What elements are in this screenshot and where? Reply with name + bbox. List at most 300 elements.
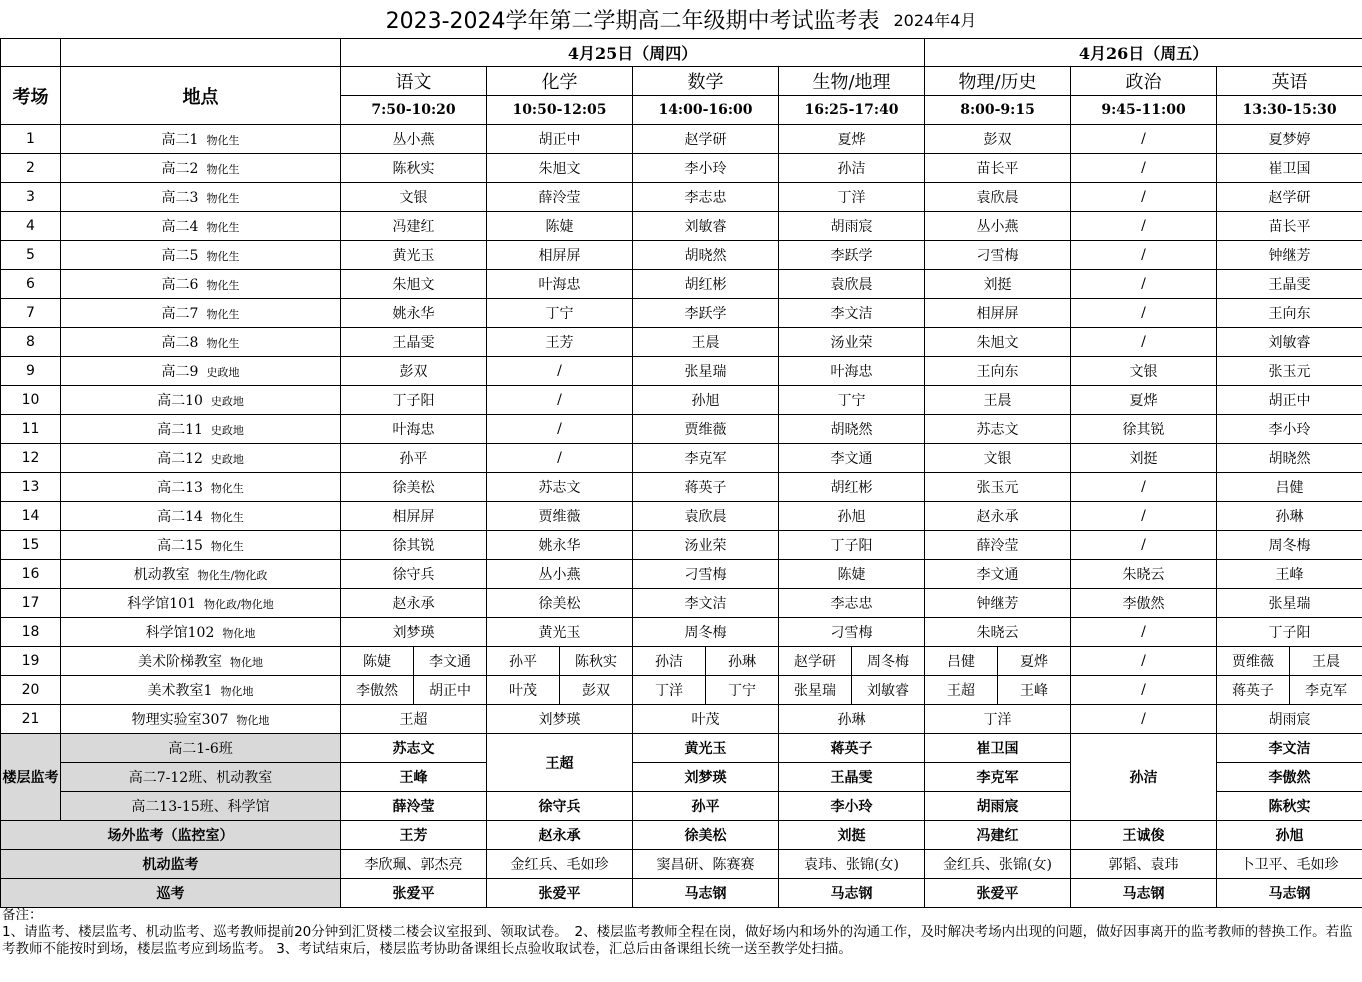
invigilator-cell: 王超	[925, 676, 998, 705]
room-location	[61, 270, 341, 299]
invigilator-cell: 李文通	[779, 444, 925, 473]
subject-group-tag: 物化政/物化地	[204, 598, 274, 611]
patrol-cell: 马志钢	[779, 879, 925, 908]
outside-cell: 冯建红	[925, 821, 1071, 850]
invigilator-cell: 苗长平	[925, 154, 1071, 183]
invigilator-cell: 丛小燕	[341, 125, 487, 154]
patrol-cell: 马志钢	[1071, 879, 1217, 908]
subject-group-tag: 物化生/物化政	[197, 569, 268, 582]
subject-group-tag: 物化生	[210, 540, 244, 553]
invigilator-cell: 夏梦婷	[1217, 125, 1362, 154]
subject-group-tag: 物化生	[210, 482, 244, 495]
room-number: 15	[1, 531, 61, 560]
subject-group-tag: 物化生	[206, 279, 240, 292]
invigilator-cell: 汤业荣	[633, 531, 779, 560]
invigilator-cell: 周冬梅	[1217, 531, 1362, 560]
table-row	[1, 676, 1362, 705]
mobile-cell: 窦昌研、陈赛赛	[633, 850, 779, 879]
invigilator-cell: 姚永华	[487, 531, 633, 560]
location-name: 高二5	[161, 248, 199, 264]
invigilator-cell: 陈婕	[341, 647, 414, 676]
room-number: 4	[1, 212, 61, 241]
location-name: 高二13	[157, 480, 203, 496]
subject-header: 语文	[341, 67, 487, 96]
location-name: 美术阶梯教室	[138, 654, 222, 670]
invigilator-cell: 崔卫国	[1217, 154, 1362, 183]
table-row	[1, 560, 1362, 589]
invigilator-cell: 徐美松	[341, 473, 487, 502]
room-number: 8	[1, 328, 61, 357]
invigilator-cell: 贾维薇	[487, 502, 633, 531]
room-number: 9	[1, 357, 61, 386]
title-date: 2024年4月	[893, 10, 977, 30]
outside-label: 场外监考（监控室）	[1, 821, 341, 850]
outside-cell: 赵永承	[487, 821, 633, 850]
subject-group-tag: 物化生	[206, 221, 240, 234]
subject-group-tag: 史政地	[210, 453, 244, 466]
notes-text: 1、请监考、楼层监考、机动监考、巡考教师提前20分钟到汇贤楼二楼会议室报到、领取试卷。 2、楼层监考教师全程在岗，做好场内和场外的沟通工作，及时解决考场内出现的问题，做好因事离开的监考教师的替换工作。若监考教师不能按时到场，楼层监考应到场监考。 3、考试结束后，楼层监考协助备课组长点验收取试卷，汇总后由备课组长统一送至教学处扫描。	[2, 924, 1353, 957]
floor-row	[1, 734, 1362, 763]
floor-shengwu: 李小玲	[779, 792, 925, 821]
floor-wuli: 崔卫国	[925, 734, 1071, 763]
floor-yingyu: 李文洁	[1217, 734, 1362, 763]
invigilator-cell: 文银	[1071, 357, 1217, 386]
room-number: 13	[1, 473, 61, 502]
location-name: 机动教室	[133, 567, 190, 583]
invigilator-cell: 刘挺	[1071, 444, 1217, 473]
location-name: 高二12	[157, 451, 203, 467]
invigilator-cell: 蒋英子	[633, 473, 779, 502]
location-name: 高二8	[161, 335, 199, 351]
patrol-cell: 张爱平	[487, 879, 633, 908]
invigilator-cell: /	[487, 357, 633, 386]
invigilator-cell: 胡红彬	[779, 473, 925, 502]
location-header: 地点	[61, 67, 341, 125]
room-location	[61, 183, 341, 212]
invigilator-cell: 刘敏睿	[852, 676, 925, 705]
invigilator-cell: 王向东	[925, 357, 1071, 386]
invigilation-table	[0, 38, 1362, 908]
outside-cell: 王诚俊	[1071, 821, 1217, 850]
invigilator-cell: 孙琳	[706, 647, 779, 676]
invigilator-cell: 陈婕	[487, 212, 633, 241]
location-name: 高二2	[161, 161, 199, 177]
floor-area: 高二1-6班	[61, 734, 341, 763]
invigilator-cell: 孙琳	[1217, 502, 1362, 531]
room-location	[61, 618, 341, 647]
table-row	[1, 589, 1362, 618]
location-name: 高二14	[157, 509, 203, 525]
location-name: 科学馆102	[145, 625, 215, 641]
floor-shuxue: 孙平	[633, 792, 779, 821]
patrol-cell: 马志钢	[633, 879, 779, 908]
invigilator-cell: 徐美松	[487, 589, 633, 618]
time-header: 8:00-9:15	[925, 96, 1071, 125]
invigilator-cell: 文银	[925, 444, 1071, 473]
invigilator-cell: 李文洁	[633, 589, 779, 618]
room-number: 11	[1, 415, 61, 444]
table-row	[1, 241, 1362, 270]
outside-supervision-row	[1, 821, 1362, 850]
room-number: 16	[1, 560, 61, 589]
table-row	[1, 328, 1362, 357]
invigilator-cell: 胡晓然	[633, 241, 779, 270]
invigilator-cell: 彭双	[560, 676, 633, 705]
floor-label: 楼层监考	[1, 734, 61, 821]
table-row	[1, 531, 1362, 560]
invigilator-cell: 苏志文	[487, 473, 633, 502]
invigilator-cell: 赵学研	[633, 125, 779, 154]
invigilator-cell: 王向东	[1217, 299, 1362, 328]
room-location	[61, 531, 341, 560]
floor-shengwu: 王晶雯	[779, 763, 925, 792]
room-number: 2	[1, 154, 61, 183]
invigilator-cell: 苏志文	[925, 415, 1071, 444]
floor-wuli: 李克军	[925, 763, 1071, 792]
invigilator-cell: 朱晓云	[1071, 560, 1217, 589]
invigilator-cell: 周冬梅	[852, 647, 925, 676]
room-number: 18	[1, 618, 61, 647]
location-name: 高二6	[161, 277, 199, 293]
invigilator-cell: 孙旭	[779, 502, 925, 531]
floor-shengwu: 蒋英子	[779, 734, 925, 763]
room-location	[61, 125, 341, 154]
invigilator-cell: /	[1071, 647, 1217, 676]
subject-group-tag: 物化生	[206, 192, 240, 205]
blank-corner-2	[61, 39, 341, 67]
invigilator-cell: 夏烨	[1071, 386, 1217, 415]
invigilator-cell: 相屏屏	[487, 241, 633, 270]
invigilator-cell: 袁欣晨	[633, 502, 779, 531]
floor-yuwen: 苏志文	[341, 734, 487, 763]
mobile-cell: 李欣珮、郭杰亮	[341, 850, 487, 879]
room-location	[61, 241, 341, 270]
invigilator-cell: 李克军	[1290, 676, 1362, 705]
invigilator-cell: 赵永承	[925, 502, 1071, 531]
invigilator-cell: 叶海忠	[779, 357, 925, 386]
invigilator-cell: /	[1071, 154, 1217, 183]
time-header: 16:25-17:40	[779, 96, 925, 125]
invigilator-cell: 孙平	[341, 444, 487, 473]
invigilator-cell: 刘敏睿	[633, 212, 779, 241]
room-location	[61, 473, 341, 502]
floor-shuxue: 黄光玉	[633, 734, 779, 763]
invigilator-cell: 王晶雯	[341, 328, 487, 357]
invigilator-cell: 相屏屏	[925, 299, 1071, 328]
invigilator-cell: 张星瑞	[779, 676, 852, 705]
table-row	[1, 212, 1362, 241]
invigilator-cell: /	[1071, 473, 1217, 502]
invigilator-cell: 苗长平	[1217, 212, 1362, 241]
invigilator-cell: 朱旭文	[341, 270, 487, 299]
invigilator-cell: 赵永承	[341, 589, 487, 618]
room-number: 19	[1, 647, 61, 676]
mobile-supervision-row	[1, 850, 1362, 879]
room-number: 1	[1, 125, 61, 154]
subject-header: 数学	[633, 67, 779, 96]
invigilator-cell: 张星瑞	[633, 357, 779, 386]
room-location	[61, 328, 341, 357]
invigilator-cell: 钟继芳	[925, 589, 1071, 618]
subject-group-tag: 物化地	[220, 685, 254, 698]
room-number: 14	[1, 502, 61, 531]
invigilator-cell: 钟继芳	[1217, 241, 1362, 270]
room-location	[61, 676, 341, 705]
invigilator-cell: /	[1071, 183, 1217, 212]
invigilator-cell: 胡雨宸	[779, 212, 925, 241]
subject-group-tag: 物化地	[222, 627, 256, 640]
room-location	[61, 502, 341, 531]
invigilator-cell: 王晨	[925, 386, 1071, 415]
invigilator-cell: 刘梦瑛	[487, 705, 633, 734]
table-row	[1, 415, 1362, 444]
notes-label: 备注：	[2, 907, 43, 923]
location-name: 高二15	[157, 538, 203, 554]
outside-cell: 孙旭	[1217, 821, 1362, 850]
invigilator-cell: 袁欣晨	[925, 183, 1071, 212]
subject-header: 生物/地理	[779, 67, 925, 96]
invigilator-cell: 黄光玉	[341, 241, 487, 270]
table-row	[1, 647, 1362, 676]
invigilator-cell: 孙洁	[633, 647, 706, 676]
invigilator-cell: 胡红彬	[633, 270, 779, 299]
table-row	[1, 386, 1362, 415]
subject-group-tag: 物化生	[206, 250, 240, 263]
floor-area: 高二7-12班、机动教室	[61, 763, 341, 792]
invigilator-cell: 丁子阳	[341, 386, 487, 415]
invigilator-cell: 王超	[341, 705, 487, 734]
blank-corner	[1, 39, 61, 67]
invigilator-cell: 李文洁	[779, 299, 925, 328]
time-header: 7:50-10:20	[341, 96, 487, 125]
invigilator-cell: 叶海忠	[341, 415, 487, 444]
invigilator-cell: /	[487, 415, 633, 444]
invigilator-cell: /	[1071, 212, 1217, 241]
invigilator-cell: 赵学研	[779, 647, 852, 676]
table-row	[1, 618, 1362, 647]
invigilator-cell: 王峰	[1217, 560, 1362, 589]
subject-group-tag: 物化地	[230, 656, 263, 669]
day-header-1: 4月25日（周四）	[341, 39, 925, 67]
subject-group-tag: 物化生	[206, 337, 240, 350]
room-location	[61, 705, 341, 734]
invigilator-cell: 李文通	[414, 647, 487, 676]
invigilator-cell: 刘挺	[925, 270, 1071, 299]
room-number: 12	[1, 444, 61, 473]
invigilator-cell: 赵学研	[1217, 183, 1362, 212]
room-number: 17	[1, 589, 61, 618]
floor-area: 高二13-15班、科学馆	[61, 792, 341, 821]
invigilator-cell: 丁洋	[633, 676, 706, 705]
invigilator-cell: 丁洋	[779, 183, 925, 212]
invigilator-cell: 蒋英子	[1217, 676, 1290, 705]
invigilator-cell: 胡雨宸	[1217, 705, 1362, 734]
invigilator-cell: 贾维薇	[633, 415, 779, 444]
table-row	[1, 444, 1362, 473]
invigilator-cell: 冯建红	[341, 212, 487, 241]
patrol-label: 巡考	[1, 879, 341, 908]
invigilator-cell: 袁欣晨	[779, 270, 925, 299]
invigilator-cell: 丁子阳	[1217, 618, 1362, 647]
outside-cell: 王芳	[341, 821, 487, 850]
floor-wuli: 胡雨宸	[925, 792, 1071, 821]
invigilator-cell: 李志忠	[633, 183, 779, 212]
room-location	[61, 357, 341, 386]
invigilator-cell: 丛小燕	[925, 212, 1071, 241]
invigilator-cell: /	[1071, 299, 1217, 328]
patrol-cell: 马志钢	[1217, 879, 1362, 908]
subject-header: 物理/历史	[925, 67, 1071, 96]
location-name: 美术教室1	[147, 683, 213, 699]
invigilator-cell: 丁洋	[925, 705, 1071, 734]
invigilator-cell: /	[1071, 531, 1217, 560]
subject-group-tag: 物化生	[206, 163, 240, 176]
invigilator-cell: 叶海忠	[487, 270, 633, 299]
subject-header: 英语	[1217, 67, 1362, 96]
invigilator-cell: 汤业荣	[779, 328, 925, 357]
table-row	[1, 183, 1362, 212]
room-location	[61, 415, 341, 444]
invigilator-cell: 李文通	[925, 560, 1071, 589]
location-name: 科学馆101	[127, 596, 196, 612]
mobile-cell: 金红兵、张锦(女)	[925, 850, 1071, 879]
subject-header: 政治	[1071, 67, 1217, 96]
invigilator-cell: 张玉元	[925, 473, 1071, 502]
invigilator-cell: 黄光玉	[487, 618, 633, 647]
room-number: 7	[1, 299, 61, 328]
location-name: 高二7	[161, 306, 199, 322]
table-row	[1, 125, 1362, 154]
invigilator-cell: 李跃学	[633, 299, 779, 328]
invigilator-cell: 孙琳	[779, 705, 925, 734]
room-location	[61, 647, 341, 676]
invigilator-cell: 王晨	[633, 328, 779, 357]
subject-group-tag: 物化生	[206, 134, 240, 147]
invigilator-cell: 叶茂	[487, 676, 560, 705]
invigilator-cell: 文银	[341, 183, 487, 212]
subject-group-tag: 物化地	[236, 714, 270, 727]
invigilator-cell: 胡正中	[487, 125, 633, 154]
invigilator-cell: 丁子阳	[779, 531, 925, 560]
invigilator-cell: 胡晓然	[779, 415, 925, 444]
sheet-title	[0, 0, 1362, 38]
invigilator-cell: 薛泠莹	[925, 531, 1071, 560]
room-location	[61, 444, 341, 473]
time-header: 14:00-16:00	[633, 96, 779, 125]
invigilator-cell: 李小玲	[1217, 415, 1362, 444]
invigilator-cell: /	[1071, 618, 1217, 647]
table-row	[1, 270, 1362, 299]
invigilator-cell: 张星瑞	[1217, 589, 1362, 618]
invigilator-cell: 李克军	[633, 444, 779, 473]
mobile-cell: 袁玮、张锦(女)	[779, 850, 925, 879]
invigilator-cell: 丁宁	[706, 676, 779, 705]
floor-shuxue: 刘梦瑛	[633, 763, 779, 792]
room-number: 20	[1, 676, 61, 705]
room-number: 6	[1, 270, 61, 299]
invigilator-cell: /	[1071, 502, 1217, 531]
subject-group-tag: 物化生	[206, 308, 240, 321]
mobile-label: 机动监考	[1, 850, 341, 879]
time-header: 9:45-11:00	[1071, 96, 1217, 125]
title-main: 2023-2024学年第二学期高二年级期中考试监考表	[385, 8, 880, 34]
invigilator-cell: 李小玲	[633, 154, 779, 183]
patrol-cell: 张爱平	[925, 879, 1071, 908]
invigilator-cell: 孙平	[487, 647, 560, 676]
invigilator-cell: 王晶雯	[1217, 270, 1362, 299]
room-number: 10	[1, 386, 61, 415]
location-name: 物理实验室307	[131, 712, 229, 728]
mobile-cell: 郭韬、袁玮	[1071, 850, 1217, 879]
subject-group-tag: 史政地	[206, 366, 240, 379]
subject-header: 化学	[487, 67, 633, 96]
invigilator-cell: 朱旭文	[925, 328, 1071, 357]
invigilator-cell: 姚永华	[341, 299, 487, 328]
invigilator-cell: /	[1071, 241, 1217, 270]
invigilator-cell: 王晨	[1290, 647, 1362, 676]
room-header: 考场	[1, 67, 61, 125]
location-name: 高二4	[161, 219, 199, 235]
invigilator-cell: 吕健	[1217, 473, 1362, 502]
location-name: 高二11	[157, 422, 203, 438]
mobile-cell: 金红兵、毛如珍	[487, 850, 633, 879]
invigilator-cell: 丛小燕	[487, 560, 633, 589]
floor-yingyu: 陈秋实	[1217, 792, 1362, 821]
table-row	[1, 705, 1362, 734]
invigilator-cell: 周冬梅	[633, 618, 779, 647]
invigilator-cell: 李志忠	[779, 589, 925, 618]
invigilator-cell: 陈秋实	[341, 154, 487, 183]
subject-group-tag: 物化生	[210, 511, 244, 524]
invigilator-cell: 朱旭文	[487, 154, 633, 183]
room-location	[61, 560, 341, 589]
invigilator-cell: 王芳	[487, 328, 633, 357]
day-header-2: 4月26日（周五）	[925, 39, 1362, 67]
invigilator-cell: 孙洁	[779, 154, 925, 183]
invigilator-cell: 孙旭	[633, 386, 779, 415]
invigilator-cell: /	[1071, 270, 1217, 299]
invigilator-cell: /	[1071, 125, 1217, 154]
invigilator-cell: 李跃学	[779, 241, 925, 270]
invigilator-cell: 刁雪梅	[925, 241, 1071, 270]
invigilator-cell: 夏烨	[998, 647, 1071, 676]
outside-cell: 徐美松	[633, 821, 779, 850]
patrol-cell: 张爱平	[341, 879, 487, 908]
location-name: 高二9	[161, 364, 199, 380]
table-row	[1, 357, 1362, 386]
time-header: 13:30-15:30	[1217, 96, 1362, 125]
invigilator-cell: 刘梦瑛	[341, 618, 487, 647]
invigilator-cell: 徐守兵	[341, 560, 487, 589]
invigilator-cell: 彭双	[925, 125, 1071, 154]
floor-zhengzhi: 孙洁	[1071, 734, 1217, 821]
invigilator-cell: 李傲然	[1071, 589, 1217, 618]
invigilator-cell: 刘敏睿	[1217, 328, 1362, 357]
invigilator-cell: 王峰	[998, 676, 1071, 705]
invigilator-cell: 丁宁	[779, 386, 925, 415]
patrol-row	[1, 879, 1362, 908]
invigilator-cell: 吕健	[925, 647, 998, 676]
invigilator-cell: /	[1071, 676, 1217, 705]
floor-yuwen: 王峰	[341, 763, 487, 792]
invigilator-cell: 朱晓云	[925, 618, 1071, 647]
invigilator-cell: /	[487, 386, 633, 415]
invigilator-cell: 刁雪梅	[633, 560, 779, 589]
subject-group-tag: 史政地	[210, 424, 244, 437]
room-location	[61, 212, 341, 241]
table-row	[1, 473, 1362, 502]
floor-yuwen: 薛泠莹	[341, 792, 487, 821]
